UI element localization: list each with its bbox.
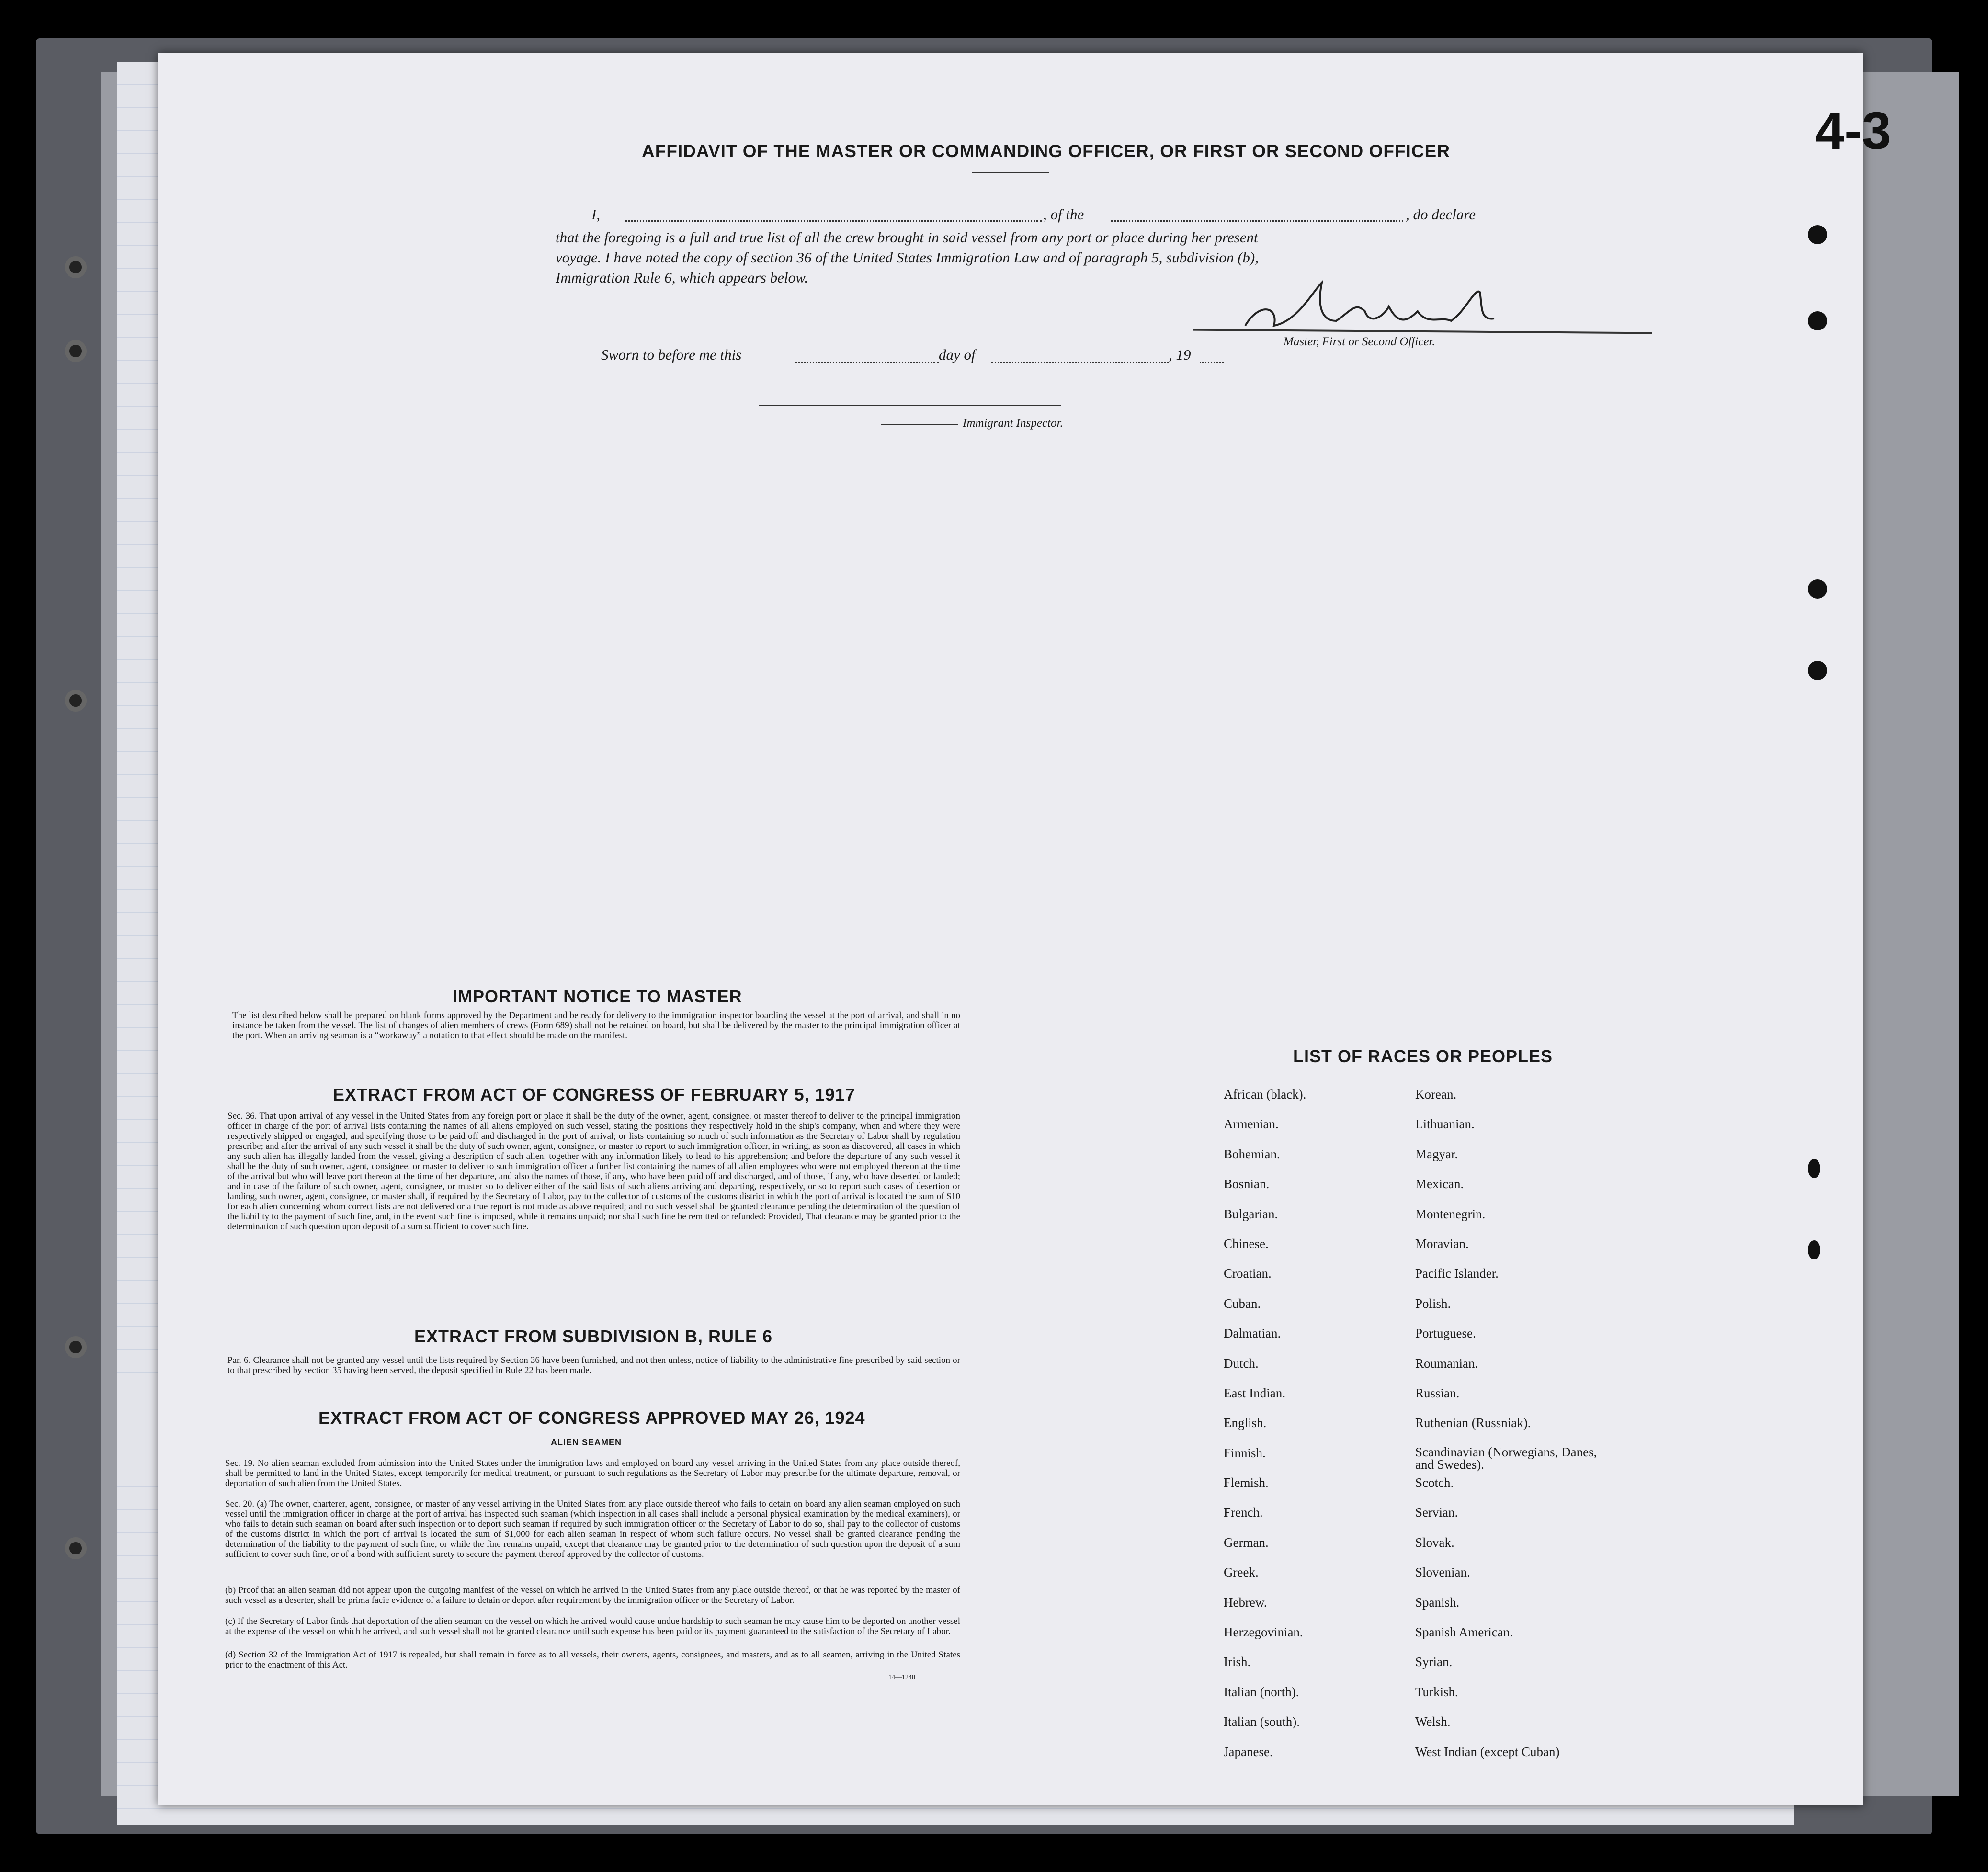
manifest-form-sheet xyxy=(158,53,1863,1805)
race-item: Roumanian. xyxy=(1415,1356,1478,1371)
handwritten-signature xyxy=(1240,273,1509,345)
race-item: Italian (north). xyxy=(1224,1684,1299,1699)
binder-hole-icon xyxy=(1808,311,1827,330)
race-item: Pacific Islander. xyxy=(1415,1266,1499,1281)
officer-name-line xyxy=(625,220,1042,222)
race-item: Turkish. xyxy=(1415,1684,1458,1699)
binder-hole-icon xyxy=(1808,579,1827,599)
race-item: Flemish. xyxy=(1224,1475,1269,1490)
affidavit-i-label: I, xyxy=(591,206,601,223)
race-item: Croatian. xyxy=(1224,1266,1272,1281)
race-item: Slovak. xyxy=(1415,1535,1454,1550)
race-item: Greek. xyxy=(1224,1565,1259,1580)
form-number: 14—1240 xyxy=(888,1674,915,1681)
race-item: Bosnian. xyxy=(1224,1177,1270,1191)
race-item: Irish. xyxy=(1224,1655,1251,1669)
race-item: Bulgarian. xyxy=(1224,1206,1278,1221)
race-item: Montenegrin. xyxy=(1415,1206,1486,1221)
races-right-column xyxy=(1415,1087,1616,1774)
binder-hole-icon xyxy=(1808,225,1827,244)
extract-1924-sec20b: (b) Proof that an alien seaman did not appear upon the outgoing manifest of the vessel on which he arrived in the United States from any place outside thereof, or that he was reported by the master of such vessel as a deserter, shall be prima facie evidence of a failure to detain or deport after requirement by the immigration officer or the Secretary of Labor. xyxy=(225,1585,960,1605)
signature-caption: Master, First or Second Officer. xyxy=(1284,335,1435,348)
page-number-mark: 4-3 xyxy=(1815,102,1891,160)
sworn-day-line xyxy=(795,362,939,363)
inspector-caption: Immigrant Inspector. xyxy=(963,417,1063,430)
extract-1924-subtitle: ALIEN SEAMEN xyxy=(551,1438,622,1447)
sworn-label: Sworn to before me this xyxy=(601,346,742,363)
race-item: Portuguese. xyxy=(1415,1326,1476,1341)
race-item: Syrian. xyxy=(1415,1655,1453,1669)
affidavit-title: AFFIDAVIT OF THE MASTER OR COMMANDING OFFICER, OR FIRST OR SECOND OFFICER xyxy=(642,141,1450,161)
extract-1924-sec20c: (c) If the Secretary of Labor finds that deportation of the alien seaman on the vessel on which he arrived would cause undue hardship to such seaman he may cause him to be deported on another vessel at the expense of the vessel on which he arrived, and such vessel shall not be granted clearance until such expense has been paid or its payment guaranteed to the satisfaction of the Secretary of Labor. xyxy=(225,1616,960,1636)
affidavit-body-line-2: voyage. I have noted the copy of section 36 of the United States Immigration Law and of paragraph 5, subdivision (b), xyxy=(556,249,1259,266)
binder-hole-icon xyxy=(1808,1240,1820,1259)
affidavit-body-line-3: Immigration Rule 6, which appears below. xyxy=(556,269,808,286)
binder-hole-icon xyxy=(65,1336,87,1358)
race-item: Hebrew. xyxy=(1224,1595,1267,1610)
race-item: Spanish American. xyxy=(1415,1625,1513,1640)
extract-1924-sec20d: (d) Section 32 of the Immigration Act of 1917 is repealed, but shall remain in force as to all vessels, their owners, agents, consignees, and masters, and as to all seamen, arriving in the United States prior to the enactment of this Act. xyxy=(225,1650,960,1670)
affidavit-do-declare: , do declare xyxy=(1406,206,1476,223)
race-item: French. xyxy=(1224,1505,1263,1520)
race-item: Magyar. xyxy=(1415,1146,1458,1161)
race-item: Servian. xyxy=(1415,1505,1458,1520)
race-item: Korean. xyxy=(1415,1087,1457,1101)
binder-hole-icon xyxy=(65,256,87,278)
binder-hole-icon xyxy=(65,1537,87,1559)
binder-hole-icon xyxy=(65,690,87,712)
extract-rule6-body: Par. 6. Clearance shall not be granted any vessel until the lists required by Section 36 have been furnished, and not then unless, notice of liability to the administrative fine prescribed by said section or to that prescribed by section 35 having been served, the deposit specified in Rule 22 has been made. xyxy=(227,1355,960,1375)
race-item: African (black). xyxy=(1224,1087,1306,1101)
race-item: Ruthenian (Russniak). xyxy=(1415,1416,1531,1430)
race-item: Scandinavian (Norwegians, Danes, and Swedes). xyxy=(1415,1444,1597,1472)
race-item: Slovenian. xyxy=(1415,1565,1470,1580)
extract-1924-sec19: Sec. 19. No alien seaman excluded from admission into the United States under the immigration laws and employed on board any vessel arriving in the United States from any place outside thereof, shall be permitted to land in the United States, except temporarily for medical treatment, or pursuant to such regulations as the Secretary of Labor may prescribe for the ultimate departure, removal, or deportation of such alien from the United States. xyxy=(225,1458,960,1488)
binder-hole-icon xyxy=(65,340,87,362)
race-item: West Indian (except Cuban) xyxy=(1415,1744,1560,1759)
extract-1917-body: Sec. 36. That upon arrival of any vessel in the United States from any foreign port or place it shall be the duty of the owner, agent, consignee, or master thereof to deliver to the principal immigration officer in charge of the port of arrival lists containing the names of all aliens employed on such vessel, stating the positions they respectively hold in the ship's company, when and where they were respectively shipped or engaged, and specifying those to be paid off and discharged in the port of arrival; or lists containing so much of such information as the Secretary of Labor shall by regulation prescribe; and after the arrival of any such vessel it shall be the duty of such owner, agent, consignee, or master to report to such immigration officer, in writing, as soon as discovered, all cases in which any such alien has illegally landed from the vessel, giving a description of such alien, together with any information likely to lead to his apprehension; and before the departure of any such vessel it shall be the duty of such owner, agent, consignee, or master to deliver to such immigration officer a further list containing the names of all alien employees who were not employed thereon at the time of the arrival but who will leave port thereon at the time of her departure, and also the names of those, if any, who have been paid off and discharged, and of those, if any, who have deserted or landed; and in case of the failure of such owner, agent, consignee, or master so to deliver either of the said lists of such aliens arriving and departing, respectively, or so to report such cases of desertion or landing, such owner, agent, consignee, or master shall, if required by the Secretary of Labor, pay to the collector of customs of the customs district in which the port of arrival is located the sum of $10 for each alien concerning whom correct lists are not delivered or a true report is not made as above required; and no such vessel shall be granted clearance pending the determination of the question of the liability to the payment of such fine, and, in the event such fine is imposed, while it remains unpaid; nor shall such fine be remitted or refunded: Provided, That clearance may be granted prior to the determination of such question upon deposit of a sum sufficient to cover such fine. xyxy=(227,1111,960,1232)
sworn-month-line xyxy=(991,362,1169,363)
race-item: Italian (south). xyxy=(1224,1714,1300,1729)
race-item: Armenian. xyxy=(1224,1117,1279,1132)
races-left-column xyxy=(1224,1087,1406,1774)
sworn-day-of: day of xyxy=(939,346,976,363)
sworn-year-line xyxy=(1200,362,1224,363)
binder-hole-icon xyxy=(1808,1159,1820,1178)
extract-1917-title: EXTRACT FROM ACT OF CONGRESS OF FEBRUARY 5, 1917 xyxy=(333,1085,855,1104)
vessel-name-line xyxy=(1111,220,1403,222)
race-item: Mexican. xyxy=(1415,1177,1464,1191)
race-item: Spanish. xyxy=(1415,1595,1460,1610)
binder-hole-icon xyxy=(1808,661,1827,680)
race-item: Russian. xyxy=(1415,1385,1460,1400)
race-item: Herzegovinian. xyxy=(1224,1625,1303,1640)
title-rule xyxy=(972,172,1049,173)
notice-title: IMPORTANT NOTICE TO MASTER xyxy=(453,987,742,1006)
race-item: Cuban. xyxy=(1224,1296,1261,1311)
race-item: Moravian. xyxy=(1415,1236,1469,1251)
race-item: English. xyxy=(1224,1416,1267,1430)
race-item: German. xyxy=(1224,1535,1269,1550)
race-item: Dutch. xyxy=(1224,1356,1259,1371)
extract-1924-title: EXTRACT FROM ACT OF CONGRESS APPROVED MAY 26, 1924 xyxy=(318,1408,865,1428)
race-item: Dalmatian. xyxy=(1224,1326,1281,1341)
inspector-signature-line xyxy=(759,405,1061,406)
race-item: East Indian. xyxy=(1224,1385,1285,1400)
race-item: Scotch. xyxy=(1415,1475,1454,1490)
races-title: LIST OF RACES OR PEOPLES xyxy=(1293,1046,1553,1066)
race-item: Welsh. xyxy=(1415,1714,1451,1729)
extract-1924-sec20a: Sec. 20. (a) The owner, charterer, agent, consignee, or master of any vessel arriving in the United States from any place outside thereof who fails to detain on board any alien seaman employed on such vessel until the immigration officer in charge at the port of arrival has inspected such seaman (which inspection in all cases shall include a personal physical examination by the medical examiners), or who fails to detain such seaman on board after such inspection or to deport such seaman if required by such immigration officer or the Secretary of Labor to do so, shall pay to the collector of customs of the customs district in which the port of arrival is located the sum of $1,000 for each alien seaman in respect of whom such failure occurs. No vessel shall be granted clearance pending the determination of the liability to the payment of such fine, or while the fine remains unpaid, except that clearance may be granted prior to the determination of such question upon the deposit of a sum sufficient to cover such fine, or of a bond with sufficient surety to secure the payment thereof approved by the collector of customs. xyxy=(225,1499,960,1559)
notice-body: The list described below shall be prepared on blank forms approved by the Department and be ready for delivery to the immigration inspector boarding the vessel at the port of arrival, and shall in no instance be taken from the vessel. The list of changes of alien members of crews (Form 689) shall not be retained on board, but shall be delivered by the master to the principal immigration officer at the port. When an arriving seaman is a “workaway” a notation to that effect should be made on the manifest. xyxy=(232,1010,960,1041)
extract-rule6-title: EXTRACT FROM SUBDIVISION B, RULE 6 xyxy=(414,1327,773,1346)
sworn-year-prefix: , 19 xyxy=(1169,346,1191,363)
race-item: Bohemian. xyxy=(1224,1146,1280,1161)
race-item: Japanese. xyxy=(1224,1744,1273,1759)
race-item: Lithuanian. xyxy=(1415,1117,1475,1132)
race-item: Polish. xyxy=(1415,1296,1451,1311)
affidavit-of-the: , of the xyxy=(1043,206,1084,223)
race-item: Chinese. xyxy=(1224,1236,1269,1251)
inspector-short-line xyxy=(881,424,958,425)
race-item: Finnish. xyxy=(1224,1445,1266,1460)
affidavit-body-line-1: that the foregoing is a full and true list of all the crew brought in said vessel from any port or place during her present xyxy=(556,229,1258,246)
